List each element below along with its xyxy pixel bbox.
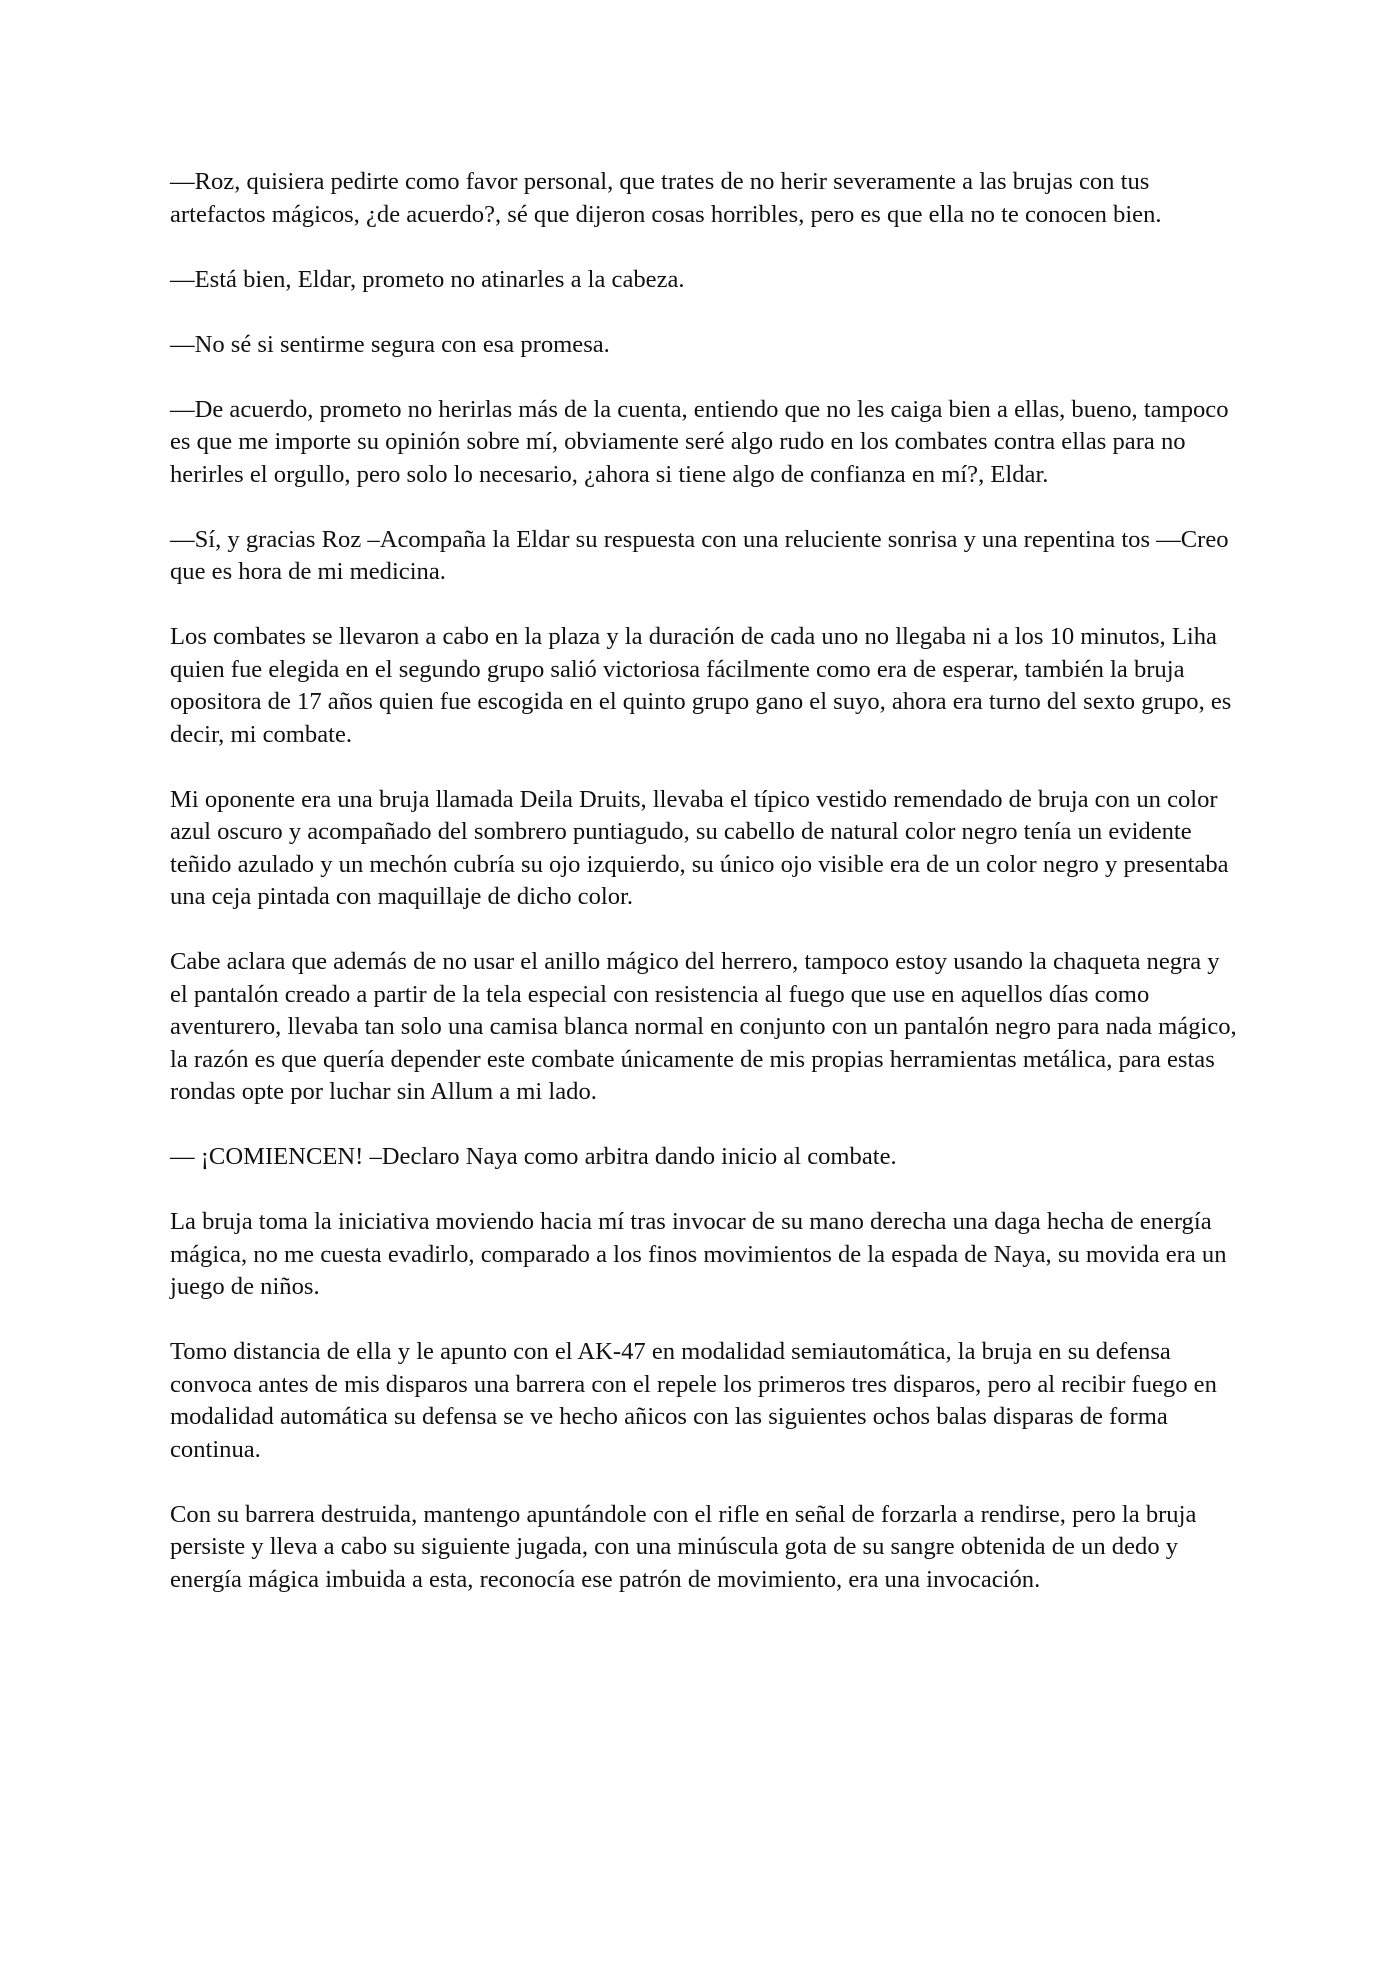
paragraph: —Sí, y gracias Roz –Acompaña la Eldar su respuesta con una reluciente sonrisa y una repentina tos —Creo que es hora de mi medicina. bbox=[170, 525, 1229, 585]
paragraph: Mi oponente era una bruja llamada Deila Druits, llevaba el típico vestido remendado de bruja con un color azul oscuro y acompañado del sombrero puntiagudo, su cabello de natural color negro tenía un evidente teñido azulado y un mechón cubría su ojo izquierdo, su único ojo visible era de un color negro y presentaba una ceja pintada con maquillaje de dicho color. bbox=[170, 785, 1229, 910]
paragraph: —Roz, quisiera pedirte como favor personal, que trates de no herir severamente a las brujas con tus artefactos mágicos, ¿de acuerdo?, sé que dijeron cosas horribles, pero es que ella no te conocen bien. bbox=[170, 168, 1162, 228]
paragraph: Los combates se llevaron a cabo en la plaza y la duración de cada uno no llegaba ni a los 10 minutos, Liha quien fue elegida en el segundo grupo salió victoriosa fácilmente como era de esperar, también la bruja opositora de 17 años quien fue escogida en el quinto grupo gano el suyo, ahora era turno del sexto grupo, es decir, mi combate. bbox=[170, 623, 1232, 748]
paragraph: Tomo distancia de ella y le apunto con el AK-47 en modalidad semiautomática, la bruja en su defensa convoca antes de mis disparos una barrera con el repele los primeros tres disparos, pero al recibir fuego en modalidad automática su defensa se ve hecho añicos con las siguientes ochos balas disparas de forma continua. bbox=[170, 1338, 1217, 1463]
paragraph: Cabe aclara que además de no usar el anillo mágico del herrero, tampoco estoy usando la chaqueta negra y el pantalón creado a partir de la tela especial con resistencia al fuego que use en aquellos días como aventurero, llevaba tan solo una camisa blanca normal en conjunto con un pantalón negro para nada mágico, la razón es que quería depender este combate únicamente de mis propias herramientas metálica, para estas rondas opte por luchar sin Allum a mi lado. bbox=[170, 948, 1237, 1105]
document-body bbox=[170, 166, 1240, 1629]
paragraph: —De acuerdo, prometo no herirlas más de la cuenta, entiendo que no les caiga bien a ellas, bueno, tampoco es que me importe su opinión sobre mí, obviamente seré algo rudo en los combates contra ellas para no herirles el orgullo, pero solo lo necesario, ¿ahora si tiene algo de confianza en mí?, Eldar. bbox=[170, 395, 1229, 488]
paragraph: — ¡COMIENCEN! –Declaro Naya como arbitra dando inicio al combate. bbox=[170, 1143, 897, 1170]
paragraph: La bruja toma la iniciativa moviendo hacia mí tras invocar de su mano derecha una daga hecha de energía mágica, no me cuesta evadirlo, comparado a los finos movimientos de la espada de Naya, su movida era un juego de niños. bbox=[170, 1208, 1227, 1300]
paragraph: Con su barrera destruida, mantengo apuntándole con el rifle en señal de forzarla a rendirse, pero la bruja persiste y lleva a cabo su siguiente jugada, con una minúscula gota de su sangre obtenida de un dedo y energía mágica imbuida a esta, reconocía ese patrón de movimiento, era una invocación. bbox=[170, 1500, 1197, 1593]
paragraph: —No sé si sentirme segura con esa promesa. bbox=[170, 330, 610, 358]
paragraph: —Está bien, Eldar, prometo no atinarles a la cabeza. bbox=[170, 265, 685, 293]
